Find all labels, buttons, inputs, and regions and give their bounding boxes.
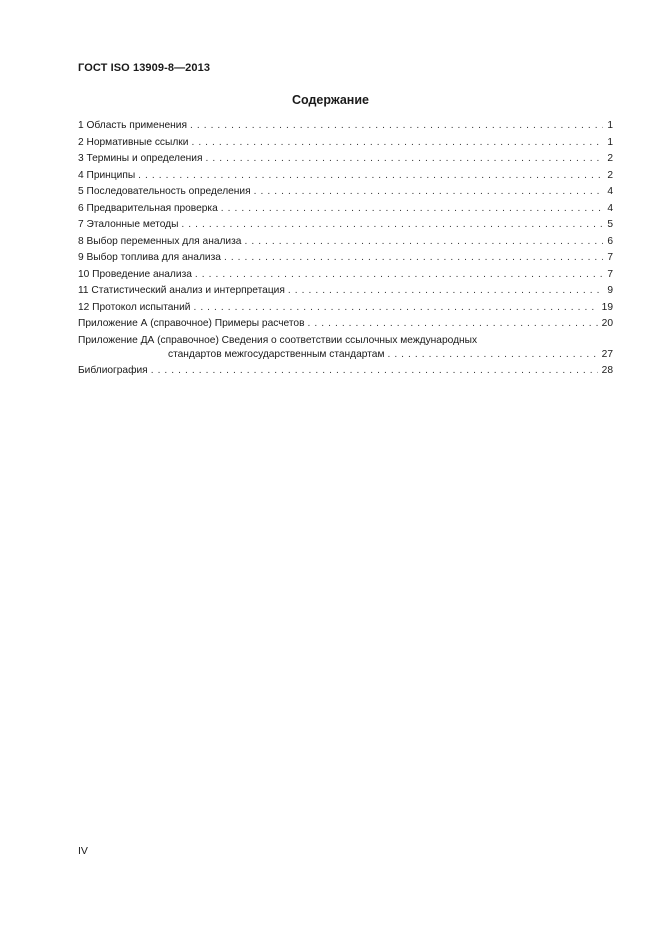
toc-dot-leader xyxy=(254,184,604,201)
toc-entry[interactable] xyxy=(78,267,613,284)
toc-dot-leader xyxy=(224,250,603,267)
toc-entry-label: 1 Область применения xyxy=(78,120,187,131)
toc-entry[interactable] xyxy=(78,135,613,152)
toc-entry-page: 1 xyxy=(607,120,613,131)
toc-entry[interactable] xyxy=(78,118,613,135)
toc-dot-leader xyxy=(191,135,603,152)
toc-dot-leader xyxy=(138,168,603,185)
toc-entry-label: стандартов межгосударственным стандартам xyxy=(168,348,385,360)
toc-dot-leader xyxy=(181,217,603,234)
toc-entry[interactable] xyxy=(78,234,613,251)
toc-dot-leader xyxy=(205,151,603,168)
toc-entry-label: 3 Термины и определения xyxy=(78,153,203,164)
toc-entry-label: 7 Эталонные методы xyxy=(78,219,179,230)
toc-entry-page: 2 xyxy=(607,169,613,181)
toc-entry-page: 20 xyxy=(601,318,613,329)
toc-entry-page: 4 xyxy=(607,186,613,197)
toc-dot-leader xyxy=(308,316,598,333)
toc-entry-appendix-da-line1[interactable] xyxy=(78,333,613,347)
toc-entry-page: 1 xyxy=(607,136,613,148)
toc-dot-leader xyxy=(387,347,597,364)
toc-entry-label: 11 Статистический анализ и интерпретация xyxy=(78,285,285,296)
toc-entry[interactable] xyxy=(78,151,613,168)
toc-dot-leader xyxy=(221,201,604,218)
toc-entry-label: 4 Принципы xyxy=(78,169,136,181)
toc-entry-label: 5 Последовательность определения xyxy=(78,186,251,197)
toc-entry-label: 8 Выбор переменных для анализа xyxy=(78,235,242,247)
toc-entry-appendix-da-line2[interactable] xyxy=(78,347,613,364)
toc-dot-leader xyxy=(244,234,603,251)
toc-entry-label: 10 Проведение анализа xyxy=(78,268,192,280)
table-of-contents xyxy=(78,118,613,380)
toc-entry-page: 5 xyxy=(607,219,613,230)
toc-entry[interactable] xyxy=(78,316,613,333)
toc-dot-leader xyxy=(195,267,603,284)
toc-entry-page: 6 xyxy=(607,235,613,247)
toc-entry-page: 27 xyxy=(601,348,613,360)
toc-entry-label: Приложение ДА (справочное) Сведения о соответствии ссылочных международных xyxy=(78,334,478,346)
toc-entry-label: Библиография xyxy=(78,365,148,376)
toc-entry-label: 12 Протокол испытаний xyxy=(78,301,191,313)
toc-entry-label: 2 Нормативные ссылки xyxy=(78,136,189,148)
toc-dot-leader xyxy=(190,118,603,135)
toc-dot-leader xyxy=(288,283,603,300)
toc-entry[interactable] xyxy=(78,250,613,267)
toc-entry[interactable] xyxy=(78,217,613,234)
page-number: IV xyxy=(78,845,88,857)
toc-dot-leader xyxy=(151,363,598,380)
toc-entry-label: 9 Выбор топлива для анализа xyxy=(78,252,221,263)
toc-entry-bibliography[interactable] xyxy=(78,363,613,380)
toc-entry-label: Приложение А (справочное) Примеры расчетов xyxy=(78,318,305,329)
toc-entry-page: 19 xyxy=(601,301,613,313)
toc-entry-page: 28 xyxy=(601,365,613,376)
toc-entry[interactable] xyxy=(78,184,613,201)
toc-title: Содержание xyxy=(291,93,369,107)
toc-entry-page: 2 xyxy=(607,153,613,164)
toc-entry[interactable] xyxy=(78,168,613,185)
toc-dot-leader xyxy=(193,300,597,317)
document-header: ГОСТ ISO 13909-8—2013 xyxy=(78,62,211,74)
toc-entry[interactable] xyxy=(78,300,613,317)
toc-entry-page: 4 xyxy=(607,202,613,214)
toc-entry-page: 7 xyxy=(607,252,613,263)
toc-entry-label: 6 Предварительная проверка xyxy=(78,202,218,214)
toc-entry[interactable] xyxy=(78,283,613,300)
toc-entry[interactable] xyxy=(78,201,613,218)
toc-entry-page: 9 xyxy=(607,285,613,296)
toc-entry-page: 7 xyxy=(607,268,613,280)
